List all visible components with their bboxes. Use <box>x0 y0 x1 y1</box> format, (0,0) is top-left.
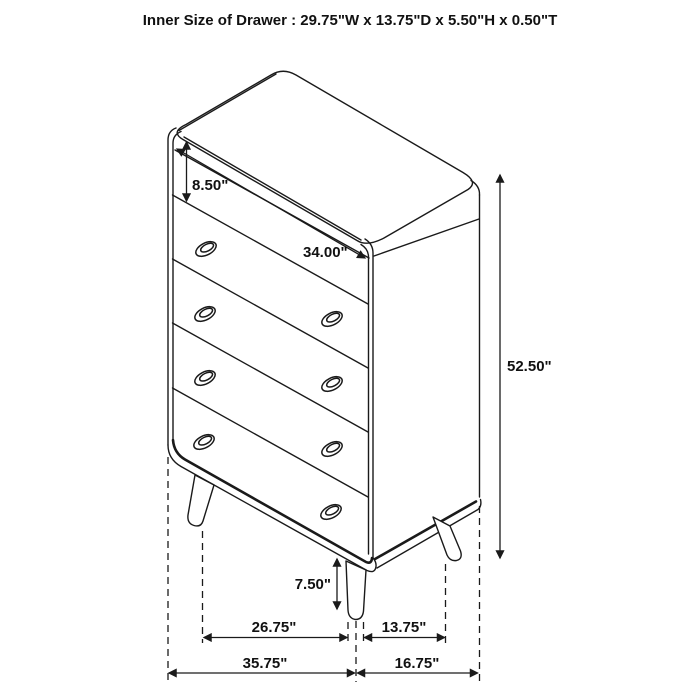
dim-overall-width <box>169 655 355 673</box>
front-left-leg <box>188 475 214 526</box>
dim-leg-height-label: 7.50" <box>294 576 331 593</box>
dim-overall-depth-label: 16.75" <box>394 655 440 672</box>
dim-front-leg-spacing <box>204 619 347 638</box>
drawer-handle <box>192 304 217 325</box>
drawer-handles <box>191 239 344 523</box>
side-face <box>374 181 481 569</box>
dim-front-width-label: 34.00" <box>303 244 348 261</box>
drawer-handle <box>318 502 343 523</box>
dim-side-leg-spacing-label: 13.75" <box>381 619 427 636</box>
dim-leg-height <box>295 559 337 609</box>
top-face <box>177 71 472 243</box>
drawer-handle <box>193 239 218 260</box>
dim-overall-depth <box>358 655 478 673</box>
back-right-leg <box>433 517 461 561</box>
extension-lines <box>168 457 480 682</box>
diagram-title: Inner Size of Drawer : 29.75"W x 13.75"D x 5.50"H x 0.50"T <box>142 12 558 29</box>
drawer-handle <box>319 374 344 395</box>
dim-overall-height <box>500 175 552 558</box>
dim-top-drawer-height-label: 8.50" <box>192 177 229 194</box>
drawer-handle <box>191 432 216 453</box>
chest-drawing <box>168 71 481 619</box>
drawer-handle <box>192 368 217 389</box>
drawer-handle <box>319 309 344 330</box>
drawer-handle <box>319 439 344 460</box>
dim-overall-width-label: 35.75" <box>242 655 288 672</box>
dim-side-leg-spacing <box>365 619 445 638</box>
dim-overall-height-label: 52.50" <box>507 358 552 375</box>
dim-front-leg-spacing-label: 26.75" <box>251 619 297 636</box>
front-right-leg <box>346 561 366 620</box>
